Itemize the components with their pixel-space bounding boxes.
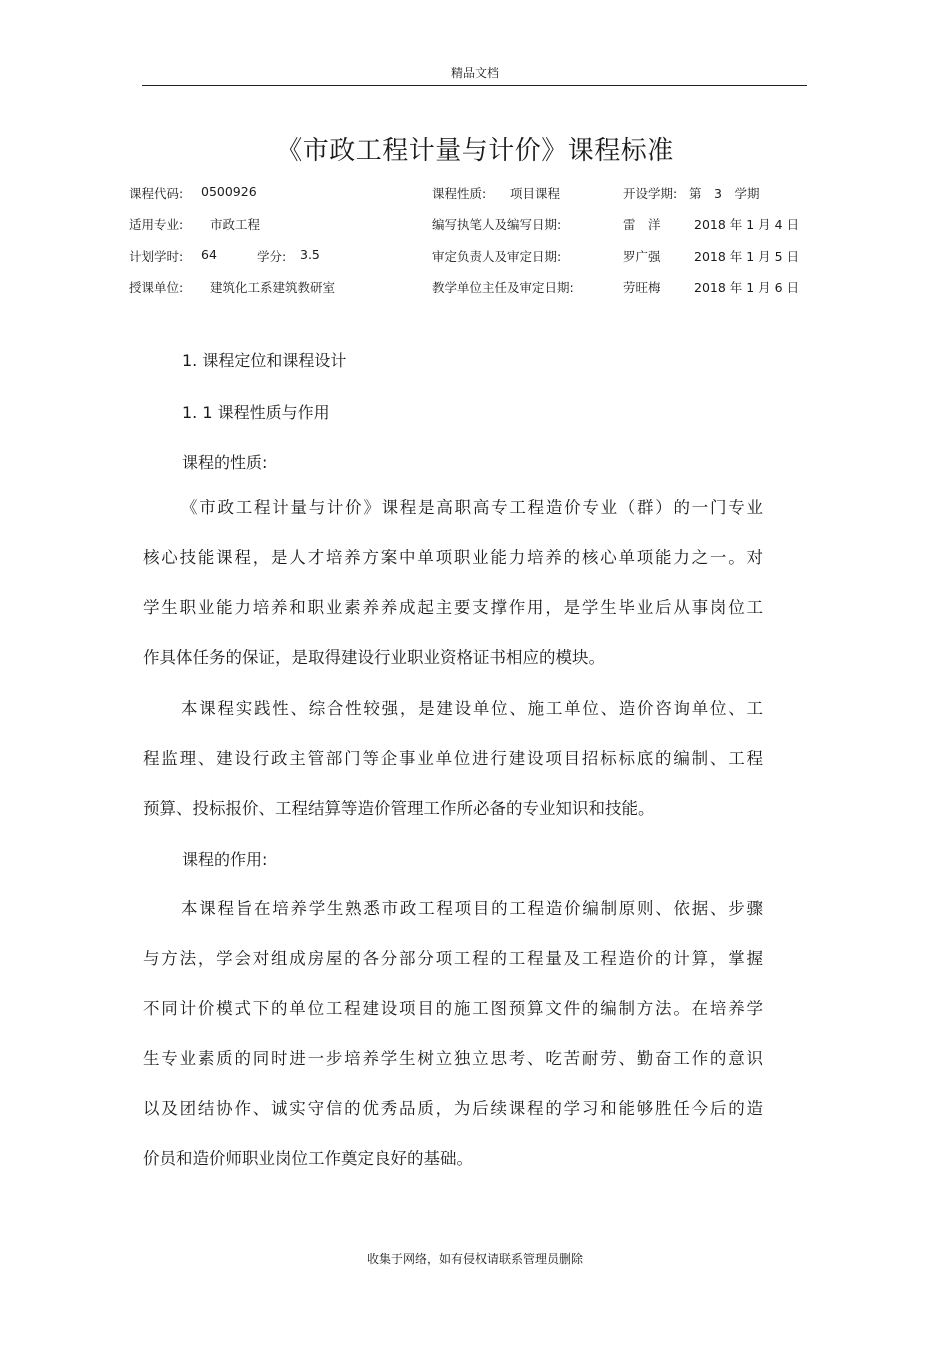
course-code-label: 课程代码: bbox=[129, 186, 184, 201]
section-heading-1: 1. 课程定位和课程设计 bbox=[182, 351, 347, 370]
reviewer-label: 审定负责人及审定日期: bbox=[432, 249, 562, 264]
writer-label: 编写执笔人及编写日期: bbox=[432, 217, 562, 232]
paragraph-line: 核心技能课程，是人才培养方案中单项职业能力培养的核心单项能力之一。对 bbox=[143, 548, 763, 567]
reviewer-date: 2018 年 1 月 5 日 bbox=[694, 249, 800, 264]
reviewer-name: 罗广强 bbox=[623, 249, 661, 264]
director-name: 劳旺梅 bbox=[623, 280, 661, 295]
term-value: 第 3 学期 bbox=[689, 186, 760, 201]
paragraph-line: 《市政工程计量与计价》课程是高职高专工程造价专业（群）的一门专业 bbox=[181, 498, 763, 517]
paragraph-line: 不同计价模式下的单位工程建设项目的施工图预算文件的编制方法。在培养学 bbox=[143, 999, 763, 1018]
page-header: 精品文档 bbox=[450, 66, 499, 80]
paragraph-role bbox=[143, 897, 763, 1197]
paragraph-line: 生专业素质的同时进一步培养学生树立独立思考、吃苦耐劳、勤奋工作的意识 bbox=[143, 1049, 763, 1068]
unit-label: 授课单位: bbox=[129, 280, 184, 295]
director-date: 2018 年 1 月 6 日 bbox=[694, 280, 800, 295]
nature-heading: 课程的性质: bbox=[182, 453, 268, 472]
page-footer: 收集于网络，如有侵权请联系管理员删除 bbox=[366, 1252, 583, 1266]
paragraph-line: 程监理、建设行政主管部门等企事业单位进行建设项目招标标底的编制、工程 bbox=[143, 749, 763, 768]
paragraph-line: 本课程实践性、综合性较强，是建设单位、施工单位、造价咨询单位、工 bbox=[181, 699, 763, 718]
document-title: 《市政工程计量与计价》课程标准 bbox=[276, 136, 674, 166]
hours-value: 64 bbox=[201, 247, 217, 262]
role-heading: 课程的作用: bbox=[182, 850, 268, 869]
section-heading-1-1: 1. 1 课程性质与作用 bbox=[182, 403, 330, 422]
paragraph-line: 本课程旨在培养学生熟悉市政工程项目的工程造价编制原则、依据、步骤 bbox=[181, 899, 763, 918]
course-nature-label: 课程性质: bbox=[432, 186, 487, 201]
paragraph-nature-2 bbox=[143, 697, 763, 847]
credit-value: 3.5 bbox=[300, 247, 320, 262]
paragraph-line: 与方法，学会对组成房屋的各分部分项工程的工程量及工程造价的计算，掌握 bbox=[143, 949, 763, 968]
course-nature-value: 项目课程 bbox=[510, 186, 561, 201]
hours-label: 计划学时: bbox=[129, 249, 184, 264]
term-label: 开设学期: bbox=[623, 186, 678, 201]
major-value: 市政工程 bbox=[210, 217, 261, 232]
paragraph-line: 学生职业能力培养和职业素养养成起主要支撑作用，是学生毕业后从事岗位工 bbox=[143, 598, 763, 617]
credit-label: 学分: bbox=[257, 249, 287, 264]
unit-value: 建筑化工系建筑教研室 bbox=[210, 280, 336, 295]
header-divider bbox=[142, 85, 807, 86]
paragraph-line: 预算、投标报价、工程结算等造价管理工作所必备的专业知识和技能。 bbox=[143, 799, 655, 818]
director-label: 教学单位主任及审定日期: bbox=[432, 280, 574, 295]
course-code-value: 0500926 bbox=[201, 184, 257, 199]
paragraph-line: 价员和造价师职业岗位工作奠定良好的基础。 bbox=[143, 1149, 473, 1168]
paragraph-line: 作具体任务的保证，是取得建设行业职业资格证书相应的模块。 bbox=[143, 648, 605, 667]
writer-name: 雷 洋 bbox=[623, 217, 661, 232]
paragraph-nature-1 bbox=[143, 496, 763, 696]
paragraph-line: 以及团结协作、诚实守信的优秀品质，为后续课程的学习和能够胜任今后的造 bbox=[143, 1099, 763, 1118]
major-label: 适用专业: bbox=[129, 217, 184, 232]
writer-date: 2018 年 1 月 4 日 bbox=[694, 217, 800, 232]
